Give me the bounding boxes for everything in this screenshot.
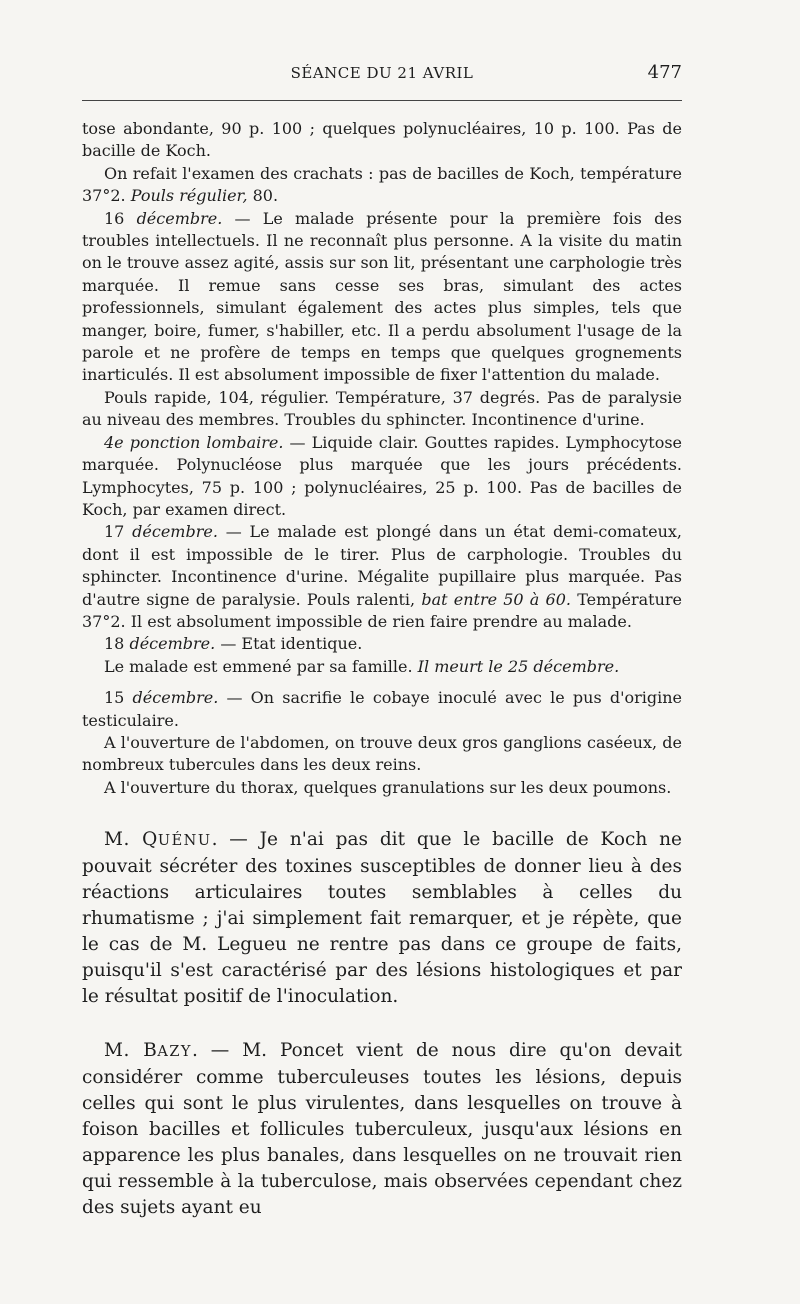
- paragraph-text: — Etat identique.: [220, 634, 363, 654]
- date-month: décembre.: [132, 688, 219, 708]
- paragraph-text: A l'ouverture de l'abdomen, on trouve deux gros ganglions caséeux, de nombreux tubercules dans les deux reins.: [82, 732, 682, 775]
- paragraph: [82, 432, 682, 522]
- paragraph: [82, 777, 682, 799]
- date-month: décembre.: [129, 634, 216, 654]
- case-report: [82, 118, 682, 799]
- date-month: décembre.: [132, 522, 218, 542]
- date-number: 15: [104, 688, 125, 708]
- paragraph-text: Le malade est emmené par sa famille.: [104, 656, 413, 676]
- paragraph-text: tose abondante, 90 p. 100 ; quelques polynucléaires, 10 p. 100. Pas de bacille de Koch.: [82, 119, 682, 161]
- paragraph: [82, 633, 682, 655]
- paragraph-text: — Le malade est plongé dans un état demi-comateux, dont il est impossible de le tirer. Plus de carphologie. Troubles du sphincter. Incontinence d'urine. Mégalite pupillaire plus marquée. Pas d'autre signe de paralysie. Pouls ralenti,: [82, 522, 682, 609]
- speaker-name: [104, 1040, 192, 1061]
- speaker-initial: M. Q: [104, 829, 158, 851]
- paragraph: [82, 732, 682, 777]
- page-body: [82, 118, 682, 1221]
- paragraph-text: A l'ouverture du thorax, quelques granulations sur les deux poumons.: [104, 777, 672, 797]
- paragraph-text: — Liquide clair. Gouttes rapides. Lymphocytose marquée. Polynucléose plus marquée que les jours précédents. Lymphocytes, 75 p. 100 ; polynucléaires, 25 p. 100. Pas de bacilles de Koch, par examen direct.: [82, 432, 683, 519]
- page-number: 477: [647, 62, 682, 83]
- paragraph: [82, 387, 682, 432]
- paragraph: [82, 163, 682, 208]
- paragraph: [82, 656, 682, 678]
- paragraph: [82, 208, 682, 387]
- discussion: [82, 827, 682, 1221]
- paragraph-text: — On sacrifie le cobaye inoculé avec le pus d'origine testiculaire.: [82, 688, 683, 730]
- paragraph: [82, 521, 682, 633]
- speech-text: . — Je n'ai pas dit que le bacille de Koch ne pouvait sécréter des toxines susceptibles de donner lieu à des réactions articulaires toutes semblables à celles du rhumatisme ; j'ai simplement fait remarquer, et je répète, que le cas de M. Legueu ne rentre pas dans ce groupe de faits, puisqu'il s'est caractérisé par des lésions histologiques et par le résultat positif de l'inoculation.: [82, 829, 682, 1008]
- paragraph-text: — Le malade présente pour la première fois des troubles intellectuels. Il ne reconnaît plus personne. A la visite du matin on le trouve assez agité, assis sur son lit, présentant une carphologie très marquée. Il remue sans cesse ses bras, simulant des actes professionnels, simulant également des actes plus simples, tels que manger, boire, fumer, s'habiller, etc. Il a perdu absolument l'usage de la parole et ne profère de temps en temps que quelques grognements inarticulés. Il est absolument impossible de fixer l'attention du malade.: [82, 208, 683, 385]
- speaker-smallcaps: UÉNU: [157, 833, 212, 850]
- speaker-initial: M. B: [104, 1040, 158, 1062]
- date-number: 18: [104, 634, 125, 654]
- speaker-smallcaps: AZY: [157, 1044, 192, 1061]
- paragraph-text: Température 37°2. Il est absolument impossible de rien faire prendre au malade.: [82, 589, 683, 631]
- paragraph-text: Pouls rapide, 104, régulier. Température, 37 degrés. Pas de paralysie au niveau des membres. Troubles du sphincter. Incontinence d'urine.: [82, 387, 682, 430]
- speech-text: . — M. Poncet vient de nous dire qu'on devait considérer comme tuberculeuses toutes les lésions, depuis celles qui sont le plus virulentes, dans lesquelles on trouve à foison bacilles et follicules tuberculeux, jusqu'aux lésions en apparence les plus banales, dans lesquelles on ne trouvait rien qui ressemble à la tuberculose, mais observées cependant chez des sujets ayant eu: [82, 1040, 682, 1219]
- paragraph: [82, 118, 682, 163]
- paragraph: [82, 687, 682, 732]
- running-header: [82, 58, 682, 88]
- italic-text: Il meurt le 25 décembre.: [417, 656, 620, 676]
- italic-label: 4e ponction lombaire.: [104, 432, 284, 452]
- paragraph-text: On refait l'examen des crachats : pas de bacilles de Koch, température 37°2.: [82, 163, 682, 206]
- date-month: décembre.: [136, 208, 223, 228]
- speech-paragraph: [82, 1038, 682, 1221]
- date-number: 16: [104, 208, 125, 228]
- running-title: SÉANCE DU 21 AVRIL: [290, 64, 474, 82]
- date-number: 17: [104, 522, 125, 542]
- header-rule: [82, 100, 682, 101]
- speaker-name: [104, 829, 212, 850]
- italic-text: bat entre 50 à 60.: [421, 589, 571, 609]
- italic-text: Pouls régulier,: [130, 186, 248, 206]
- paragraph-text: 80.: [252, 186, 279, 206]
- speech-paragraph: [82, 827, 682, 1010]
